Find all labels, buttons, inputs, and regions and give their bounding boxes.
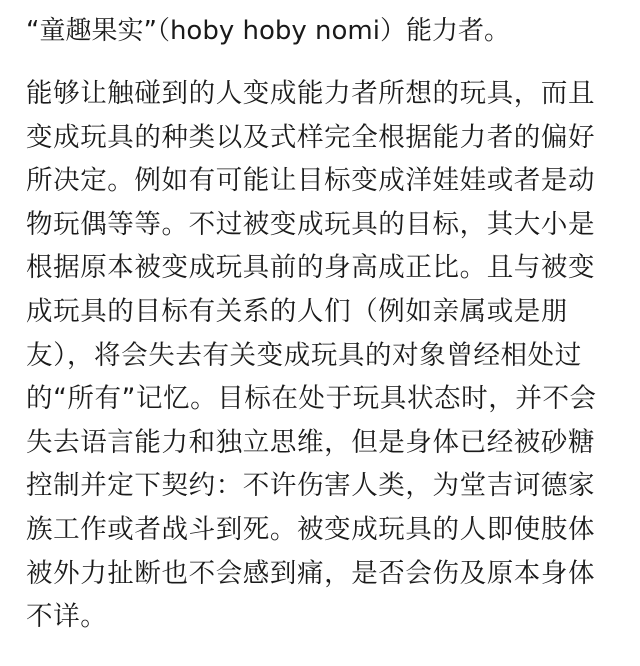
body-line: 族工作或者战斗到死。被变成玩具的人即使肢体 — [26, 513, 596, 545]
body-line: 控制并定下契约：不许伤害人类，为堂吉诃德家 — [26, 470, 596, 502]
body-line: 友），将会失去有关变成玩具的对象曾经相处过 — [26, 339, 582, 371]
body-line: 物玩偶等等。不过被变成玩具的目标，其大小是 — [26, 208, 596, 240]
body-line: 所决定。例如有可能让目标变成洋娃娃或者是动 — [26, 165, 596, 197]
body-line: 失去语言能力和独立思维，但是身体已经被砂糖 — [26, 426, 596, 458]
body-line: 不详。 — [26, 601, 108, 633]
body-line: 变成玩具的种类以及式样完全根据能力者的偏好 — [26, 121, 596, 153]
body-line: 的“所有”记忆。目标在处于玩具状态时，并不会 — [26, 383, 597, 415]
article — [26, 10, 622, 639]
body-line: 根据原本被变成玩具前的身高成正比。且与被变 — [26, 252, 596, 284]
body-line: 能够让触碰到的人变成能力者所想的玩具，而且 — [26, 78, 596, 109]
article-heading: “童趣果实”（hoby hoby nomi）能力者。 — [26, 16, 510, 46]
article-body — [26, 72, 622, 639]
body-line: 成玩具的目标有关系的人们（例如亲属或是朋 — [26, 295, 568, 327]
body-line: 被外力扯断也不会感到痛，是否会伤及原本身体 — [26, 557, 596, 589]
